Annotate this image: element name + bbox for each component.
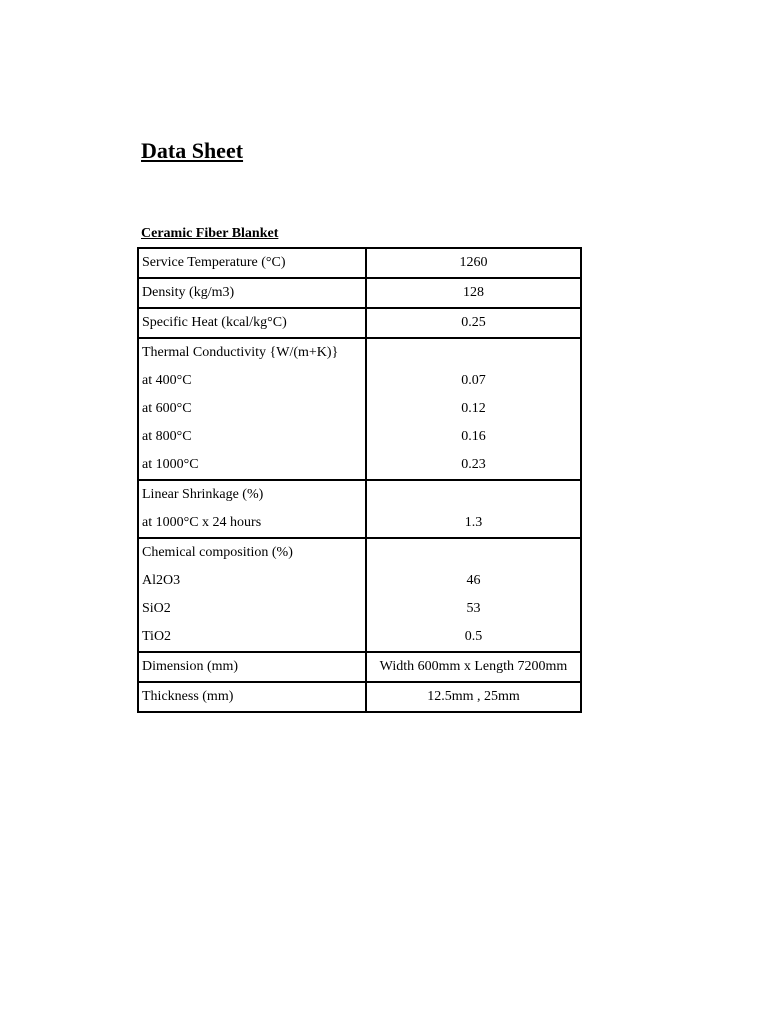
row-label: Specific Heat (kcal/kg°C): [138, 308, 366, 338]
row-value: 0.07: [366, 367, 581, 395]
table-row: [138, 567, 581, 595]
table-row: [138, 623, 581, 652]
row-value: [366, 538, 581, 567]
page-title: Data Sheet: [141, 138, 244, 163]
table-row: [138, 480, 581, 509]
row-label: Chemical composition (%): [138, 538, 366, 567]
table-row: [138, 367, 581, 395]
row-value: 0.16: [366, 423, 581, 451]
row-label: at 400°C: [138, 367, 366, 395]
table-row: [138, 308, 581, 338]
row-label: at 600°C: [138, 395, 366, 423]
table-row: [138, 538, 581, 567]
row-value: 46: [366, 567, 581, 595]
row-label: SiO2: [138, 595, 366, 623]
row-value: 53: [366, 595, 581, 623]
row-value: 0.23: [366, 451, 581, 480]
table-row: [138, 395, 581, 423]
row-value: 128: [366, 278, 581, 308]
table-row: [138, 652, 581, 682]
row-value: Width 600mm x Length 7200mm: [366, 652, 581, 682]
row-value: 1.3: [366, 509, 581, 538]
row-label: Density (kg/m3): [138, 278, 366, 308]
table-row: [138, 509, 581, 538]
table-row: [138, 595, 581, 623]
table-row: [138, 248, 581, 278]
row-label: Dimension (mm): [138, 652, 366, 682]
row-label: Service Temperature (°C): [138, 248, 366, 278]
row-value: 0.25: [366, 308, 581, 338]
row-label: Linear Shrinkage (%): [138, 480, 366, 509]
row-value: 0.12: [366, 395, 581, 423]
row-label: TiO2: [138, 623, 366, 652]
row-label: Thermal Conductivity {W/(m+K)}: [138, 338, 366, 367]
table-row: [138, 278, 581, 308]
table-row: [138, 338, 581, 367]
table-row: [138, 451, 581, 480]
row-label: at 800°C: [138, 423, 366, 451]
row-value: [366, 480, 581, 509]
row-value: 0.5: [366, 623, 581, 652]
row-value: [366, 338, 581, 367]
row-label: at 1000°C x 24 hours: [138, 509, 366, 538]
table-row: [138, 423, 581, 451]
data-sheet-table: [137, 247, 582, 713]
product-name: Ceramic Fiber Blanket: [141, 226, 279, 241]
row-label: Thickness (mm): [138, 682, 366, 712]
row-label: at 1000°C: [138, 451, 366, 480]
row-value: 12.5mm , 25mm: [366, 682, 581, 712]
row-label: Al2O3: [138, 567, 366, 595]
table-row: [138, 682, 581, 712]
row-value: 1260: [366, 248, 581, 278]
